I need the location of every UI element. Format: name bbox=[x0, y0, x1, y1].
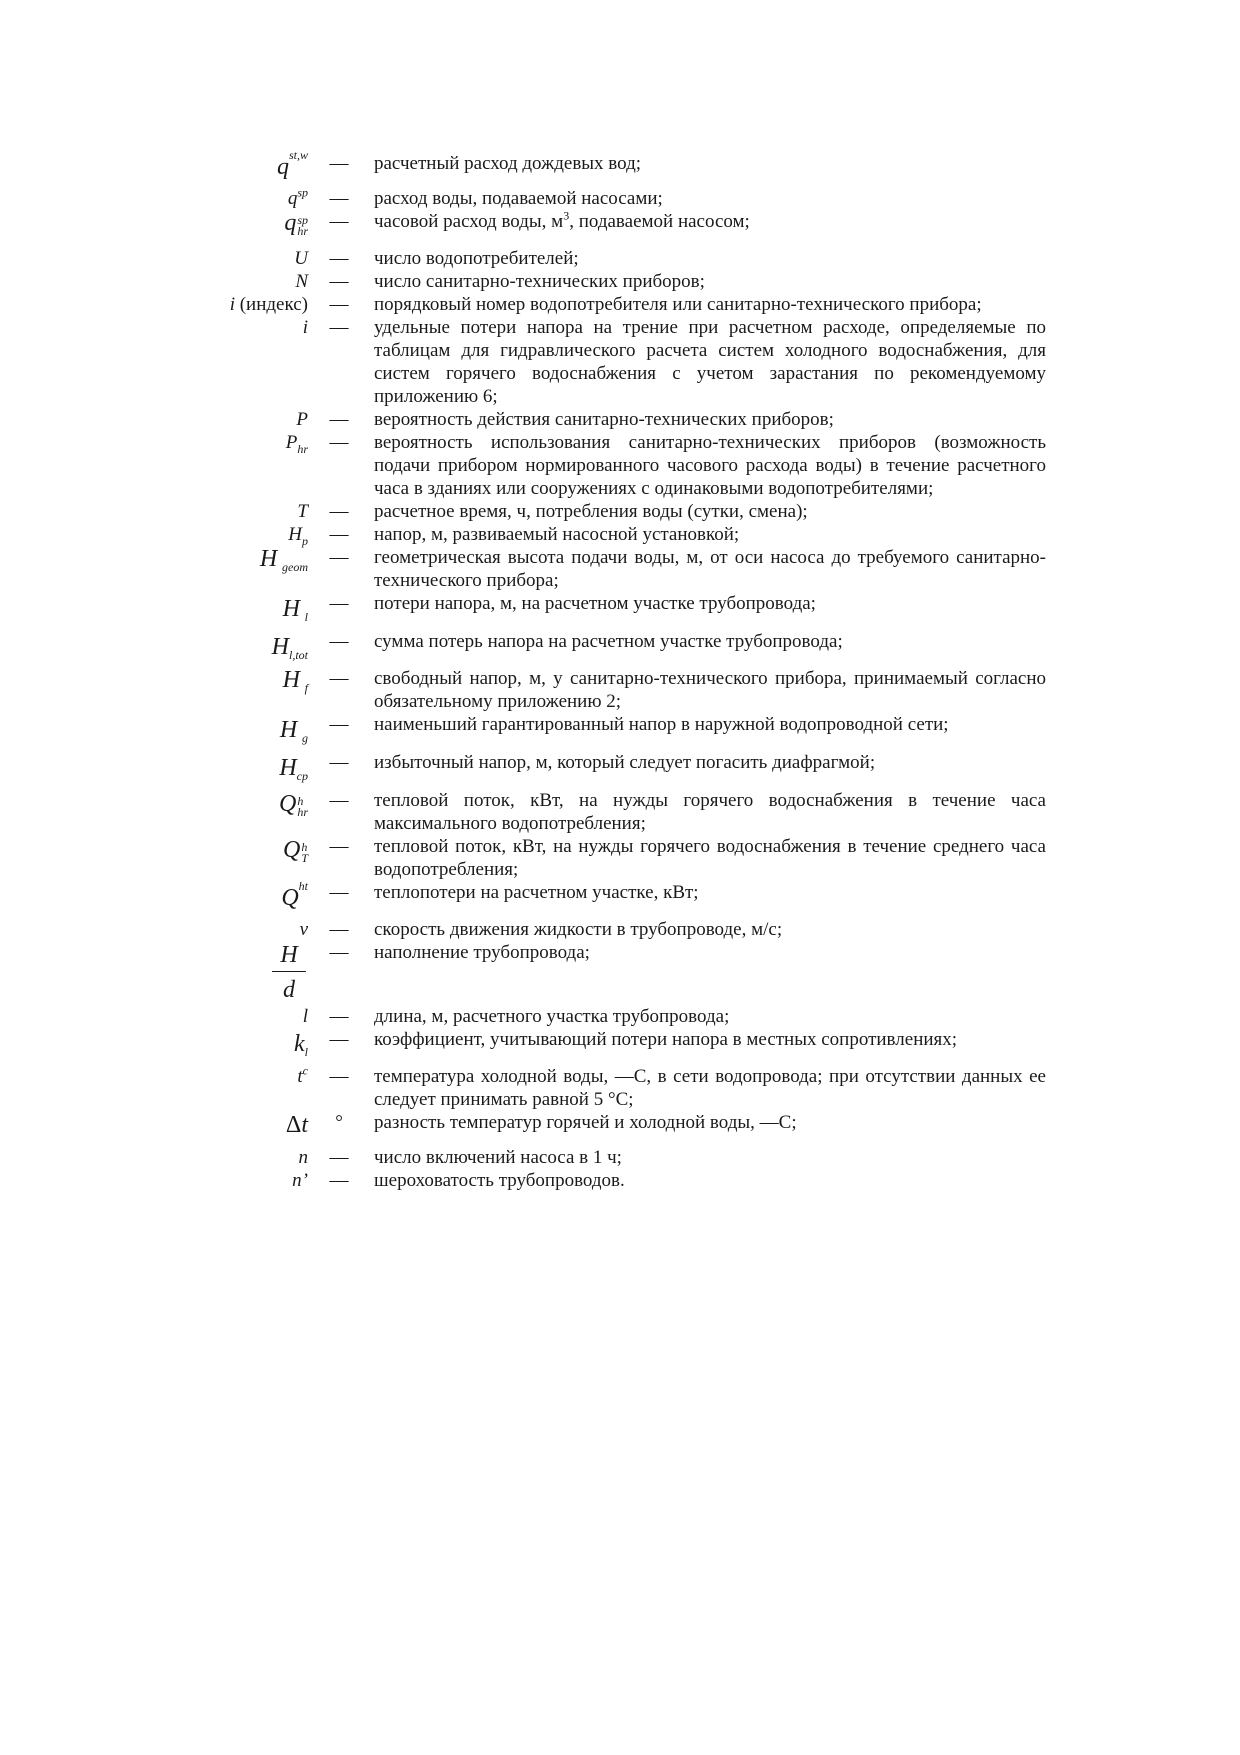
definition: число санитарно-технических приборов; bbox=[374, 271, 705, 292]
symbol: Qh hr bbox=[278, 791, 308, 819]
notation-list bbox=[0, 147, 1240, 1192]
definition: коэффициент, учитывающий потери напора в местных сопротивлениях; bbox=[374, 1029, 958, 1050]
notation-row bbox=[0, 667, 1240, 713]
dash: — bbox=[329, 211, 349, 232]
dash: — bbox=[329, 752, 349, 773]
dash: — bbox=[329, 882, 349, 903]
dash: — bbox=[329, 790, 349, 811]
symbol: U bbox=[294, 248, 308, 269]
symbol: $k_l$ bbox=[294, 1031, 308, 1059]
notation-row bbox=[0, 293, 1240, 316]
notation-row bbox=[0, 431, 1240, 500]
notation-row bbox=[0, 1146, 1240, 1169]
notation-row bbox=[0, 941, 1240, 1005]
symbol: $P_{hr}$ bbox=[285, 432, 308, 456]
dash: — bbox=[329, 1066, 349, 1087]
notation-row bbox=[0, 1111, 1240, 1146]
symbol: H $_{geom}$ bbox=[259, 546, 308, 574]
symbol: i (индекс) bbox=[229, 294, 308, 315]
dash: — bbox=[329, 271, 349, 292]
definition: шероховатость трубопроводов. bbox=[374, 1170, 625, 1191]
dash: — bbox=[329, 294, 349, 315]
symbol: n’ bbox=[292, 1170, 308, 1191]
symbol: n bbox=[298, 1147, 308, 1168]
dash: — bbox=[329, 501, 349, 522]
definition: число водопотребителей; bbox=[374, 248, 579, 269]
dash: — bbox=[329, 547, 349, 568]
symbol: $H_{cp}$ bbox=[279, 755, 308, 783]
notation-row bbox=[0, 500, 1240, 523]
definition: тепловой поток, кВт, на нужды горячего водоснабжения в течение среднего часа водопотребления; bbox=[374, 836, 1046, 880]
symbol: N bbox=[295, 271, 308, 292]
notation-row bbox=[0, 1065, 1240, 1111]
definition: длина, м, расчетного участка трубопровода; bbox=[374, 1006, 730, 1027]
dash: — bbox=[329, 668, 349, 689]
definition: вероятность действия санитарно-технических приборов; bbox=[374, 409, 834, 430]
definition: напор, м, развиваемый насосной установкой; bbox=[374, 524, 740, 545]
notation-row bbox=[0, 1028, 1240, 1065]
definition: расчетный расход дождевых вод; bbox=[374, 153, 642, 174]
symbol: l bbox=[302, 1006, 308, 1027]
definition: сумма потерь напора на расчетном участке трубопровода; bbox=[374, 631, 843, 652]
definition: температура холодной воды, —С, в сети водопровода; при отсутствии данных ее следует принимать равной 5 °С; bbox=[374, 1066, 1046, 1110]
symbol: Δt bbox=[285, 1112, 308, 1138]
symbol: $t^c$ bbox=[297, 1063, 308, 1087]
dash: — bbox=[329, 919, 349, 940]
symbol: H $_g$ bbox=[279, 717, 308, 745]
symbol: $q^{st,w}$ bbox=[276, 147, 308, 180]
fraction-symbol: $\frac{H}{d}$ bbox=[272, 941, 306, 1004]
dash: — bbox=[329, 432, 349, 453]
notation-row bbox=[0, 247, 1240, 270]
symbol: $H_{l,tot}$ bbox=[271, 634, 308, 662]
definition: свободный напор, м, у санитарно-технического прибора, принимаемый согласно обязательному приложению 2; bbox=[374, 668, 1046, 712]
notation-row bbox=[0, 187, 1240, 210]
notation-row bbox=[0, 147, 1240, 187]
dash: — bbox=[329, 153, 349, 174]
definition: тепловой поток, кВт, на нужды горячего водоснабжения в течение часа максимального водопотребления; bbox=[374, 790, 1046, 834]
notation-row bbox=[0, 835, 1240, 881]
dash: — bbox=[329, 317, 349, 338]
definition: число включений насоса в 1 ч; bbox=[374, 1147, 622, 1168]
dash: — bbox=[329, 714, 349, 735]
notation-row bbox=[0, 918, 1240, 941]
notation-row bbox=[0, 546, 1240, 592]
notation-row bbox=[0, 316, 1240, 408]
definition: расход воды, подаваемой насосами; bbox=[374, 188, 663, 209]
definition: теплопотери на расчетном участке, кВт; bbox=[374, 882, 699, 903]
symbol: v bbox=[299, 919, 308, 940]
definition: расчетное время, ч, потребления воды (сутки, смена); bbox=[374, 501, 808, 522]
symbol: P bbox=[296, 409, 308, 430]
definition: разность температур горячей и холодной воды, —С; bbox=[374, 1112, 797, 1133]
dash: — bbox=[329, 836, 349, 857]
symbol: Qh T bbox=[282, 837, 308, 865]
dash: — bbox=[329, 1029, 349, 1050]
notation-row bbox=[0, 751, 1240, 789]
dash: — bbox=[329, 593, 349, 614]
notation-row bbox=[0, 713, 1240, 751]
definition: наполнение трубопровода; bbox=[374, 942, 590, 963]
symbol: $H_p$ bbox=[288, 524, 308, 548]
symbol: i bbox=[302, 317, 308, 338]
definition: избыточный напор, м, который следует погасить диафрагмой; bbox=[374, 752, 876, 773]
notation-row bbox=[0, 630, 1240, 667]
notation-row bbox=[0, 1169, 1240, 1192]
dash: — bbox=[329, 248, 349, 269]
dash: — bbox=[329, 409, 349, 430]
definition: геометрическая высота подачи воды, м, от оси насоса до требуемого санитарно-технического прибора; bbox=[374, 547, 1046, 591]
dash: — bbox=[329, 1006, 349, 1027]
notation-row bbox=[0, 270, 1240, 293]
notation-row bbox=[0, 592, 1240, 630]
dash: — bbox=[329, 188, 349, 209]
definition: скорость движения жидкости в трубопроводе, м/с; bbox=[374, 919, 783, 940]
definition: часовой расход воды, $м^3$, подаваемой насосом; bbox=[374, 208, 750, 232]
notation-row bbox=[0, 789, 1240, 835]
definition: порядковый номер водопотребителя или санитарно-технического прибора; bbox=[374, 294, 982, 315]
symbol: qsp hr bbox=[284, 210, 308, 238]
symbol: T bbox=[297, 501, 308, 522]
notation-row bbox=[0, 210, 1240, 247]
notation-row bbox=[0, 408, 1240, 431]
notation-row bbox=[0, 523, 1240, 546]
definition: вероятность использования санитарно-технических приборов (возможность подачи прибором нормированного часового расхода воды) в течение расчетного часа в зданиях или сооружениях с одинаковыми водопотребителями; bbox=[374, 432, 1046, 499]
dash: — bbox=[329, 942, 349, 963]
definition: потери напора, м, на расчетном участке трубопровода; bbox=[374, 593, 816, 614]
symbol: $Q^{ht}$ bbox=[281, 878, 308, 911]
symbol: H $_l$ bbox=[282, 596, 308, 624]
dash: — bbox=[329, 1147, 349, 1168]
dash: — bbox=[329, 1170, 349, 1191]
notation-row bbox=[0, 1005, 1240, 1028]
definition: наименьший гарантированный напор в наружной водопроводной сети; bbox=[374, 714, 949, 735]
dash: — bbox=[329, 524, 349, 545]
symbol: $q^{sp}$ bbox=[287, 185, 308, 209]
dash: — bbox=[329, 631, 349, 652]
degree-mark: ° bbox=[335, 1112, 343, 1133]
definition: удельные потери напора на трение при расчетном расходе, определяемые по таблицам для гидравлического расчета систем холодного водоснабжения, для систем горячего водоснабжения с учетом зарастания по рекомендуемому приложению 6; bbox=[374, 317, 1046, 407]
symbol: H $_f$ bbox=[282, 667, 308, 695]
notation-row bbox=[0, 878, 1240, 918]
